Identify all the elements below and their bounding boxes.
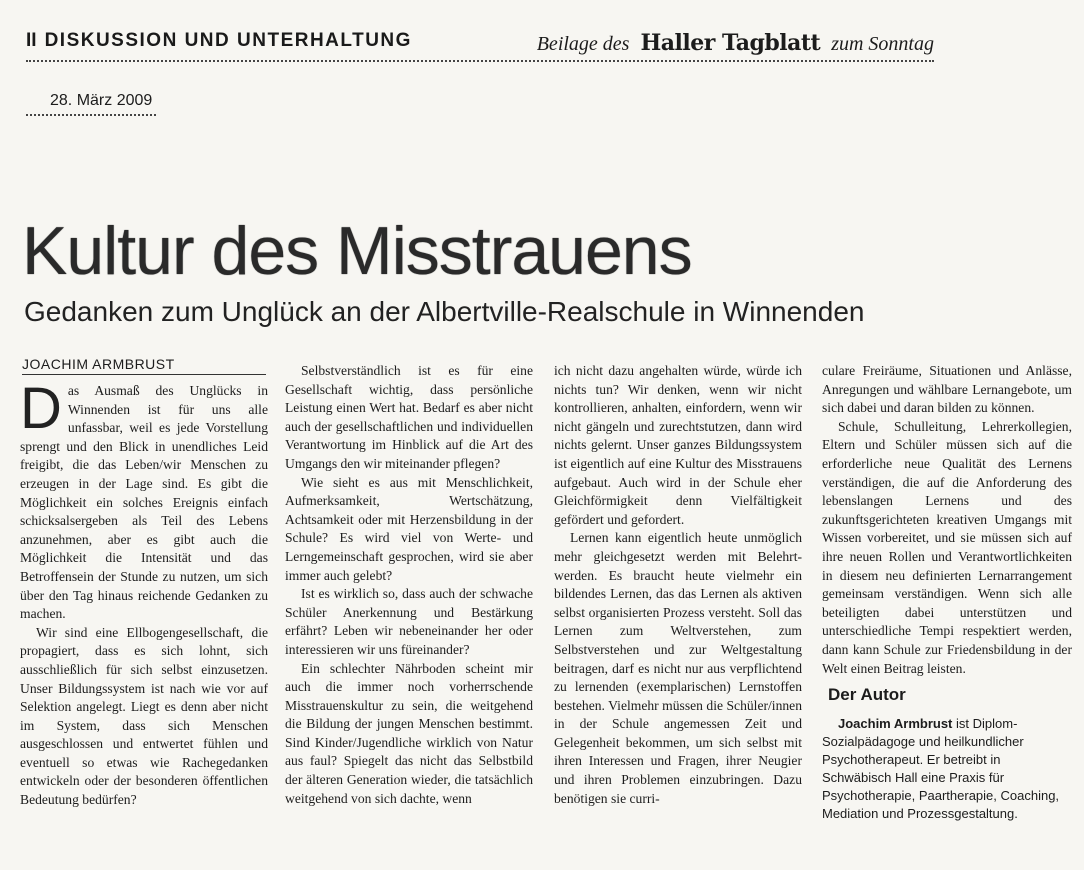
- paragraph: Ist es wirklich so, dass auch der schwache Schüler Anerkennung und Bestärkung erfährt? Leben wir nebeneinander her oder interessieren wir uns füreinander?: [285, 586, 533, 657]
- article-author: JOACHIM ARMBRUST: [22, 356, 266, 375]
- article-column-1: [20, 382, 268, 858]
- page-number-mark: II: [26, 30, 37, 51]
- drop-cap: D: [20, 382, 62, 441]
- article-column-2: [285, 362, 533, 858]
- paragraph: Ein schlechter Nährboden scheint mir auch die immer noch vorherrschende Misstrauenskultur zu sein, die weitgehend die Bildung der jungen Menschen bestimmt. Sind Kinder/Jugendliche wirklich von Natur aus faul? Spiegelt das nicht das Selbstbild der älteren Generation wieder, die tatsächlich weitgehend von sich dachte, wenn: [285, 660, 533, 806]
- author-box-text: [822, 715, 1072, 823]
- paragraph: ich nicht dazu angehalten würde, würde ich nichts tun? Wir denken, wenn wir nicht kontrollieren, anhalten, einfordern, wenn wir nicht gängeln und zurechtstutzen, dann wird nichts gelernt. Unser ganzes Bildungssystem ist eigentlich auf eine Kultur des Misstrauens aufgebaut. Auch wird in der Schule eher Gleichförmigkeit denn Vielfältigkeit gefördert und gefordert.: [554, 363, 802, 527]
- section-heading: [26, 30, 412, 52]
- author-box-title: Der Autor: [828, 685, 906, 705]
- article-subtitle: Gedanken zum Unglück an der Albertville-Realschule in Winnenden: [24, 296, 865, 327]
- newspaper-logo: Haller Tagblatt: [640, 30, 821, 56]
- article-column-4: [822, 362, 1072, 858]
- paragraph: as Ausmaß des Unglücks in Winnenden ist für uns alle unfassbar, weil es jede Vorstellung sprengt und den Blick in unendliches Leid freigibt, die das Leben/wir Menschen zu erzeugen in der Lage sind. Es gibt die Möglichkeit ein solches Ereignis einfach schicksalsergeben als Teil des Lebens anzunehmen, aber es gibt auch die Möglichkeit die Intensität und das Betroffensein der Stunde zu nutzen, um sich über den Tag hinaus reichende Gedanken zu machen.: [20, 383, 268, 622]
- article-column-3: [554, 362, 802, 858]
- supplement-suffix: zum Sonntag: [831, 33, 934, 55]
- supplement-prefix: Beilage des: [536, 33, 630, 55]
- author-box-name: Joachim Armbrust: [838, 715, 953, 731]
- issue-date: 28. März 2009: [50, 92, 153, 109]
- paragraph: Selbstverständlich ist es für eine Gesellschaft wichtig, dass persönliche Leistung einen Wert hat. Bedarf es aber nicht auch der gesellschaftlichen und individuellen Verantwortung im Hinblick auf die Art des Umgangs den wir miteinander pflegen?: [285, 363, 533, 471]
- paragraph: Schule, Schulleitung, Lehrerkollegien, Eltern und Schüler müssen sich auf die erforderliche neue Qualität des Lernens verständigen, die auf die Anforderung des lebenslangen Lernens und des zukunftsgerichteten kreativen Umgangs mit Wissen vorbereitet, und sie müssen sich auf ihre neuen Rollen und Verantwortlichkeiten in diesem neu definierten Lernarrangement gemeinsam verständigen. Wenn sich alle beteiligten dabei unterstützen und unterschiedliche Tempi respektiert werden, dann kann Schule zur Friedensbildung in der Welt einen Beitrag leisten.: [822, 418, 1072, 676]
- header-divider: [26, 60, 934, 62]
- author-box-bio: ist Diplom-Sozialpädagoge und heilkundlicher Psychotherapeut. Er betreibt in Schwäbisch Hall eine Praxis für Psychotherapie, Paartherapie, Coaching, Mediation und Prozessgestaltung.: [822, 715, 1060, 821]
- paragraph: Lernen kann eigentlich heute unmöglich mehr gleichgesetzt werden mit Belehrt-werden. Es braucht heute vielmehr ein bildendes Lernen, das das Lernen als aktiven selbst organisierten Prozess versteht. Soll das Lernen zum Weltverstehen, zum Selbstverstehen und zur Weltgestaltung beitragen, darf es nicht nur aus verpflichtend zu lernenden (exemplarischen) Lernstoffen bestehen. Vielmehr müssen die Schüler/innen in der Schule angemessen Zeit und Gelegenheit bekommen, um sich selbst mit ihren Interessen und Fragen, ihrer Neugier und ihren Problemen einzubringen. Dazu benötigen sie curri-: [554, 530, 802, 806]
- paragraph: Wir sind eine Ellbogengesellschaft, die propagiert, dass es sich lohnt, sich ausschließlich für sich selbst einzusetzen. Unser Bildungssystem ist nach wie vor auf Selektion angelegt. Liegt es denn aber nicht im System, dass sich Menschen ausgeschlossen und entwertet fühlen und eventuell so etwas wie Rachegedanken entwickeln oder der besonderen öffentlichen Bedeutung bedürfen?: [20, 624, 268, 808]
- paragraph: culare Freiräume, Situationen und Anlässe, Anregungen und wählbare Lernangebote, um sich dabei und daran bilden zu können.: [822, 363, 1072, 416]
- date-divider: [26, 114, 156, 116]
- supplement-line: [537, 30, 934, 56]
- paragraph: Wie sieht es aus mit Menschlichkeit, Aufmerksamkeit, Wertschätzung, Achtsamkeit oder mit Herzensbildung in der Schule? Es wird viel von Werte- und Lerngemeinschaft gesprochen, wird sie aber immer auch gelebt?: [285, 474, 533, 583]
- section-title: DISKUSSION UND UNTERHALTUNG: [44, 30, 412, 51]
- page-header: [26, 24, 934, 64]
- article-title: Kultur des Misstrauens: [22, 213, 692, 289]
